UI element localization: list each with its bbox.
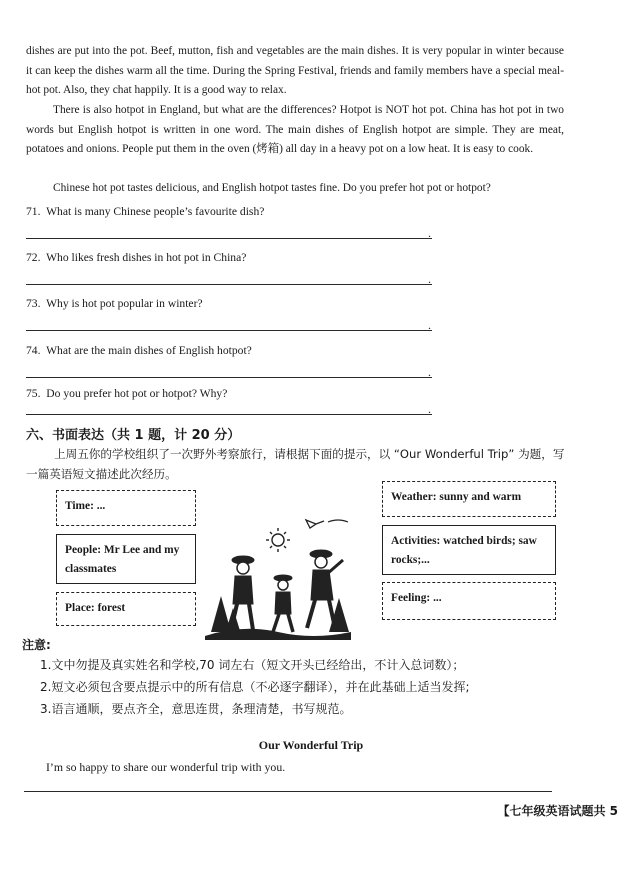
answer-end-dot: . — [428, 226, 431, 240]
notes-label: 注意: — [22, 638, 51, 652]
page-footer: 【七年级英语试题共 5 — [497, 804, 618, 818]
hint-box-people: People: Mr Lee and my classmates — [56, 534, 196, 584]
answer-end-dot: . — [428, 272, 431, 286]
hint-box-weather: Weather: sunny and warm — [382, 481, 556, 517]
answer-end-dot: . — [428, 402, 431, 416]
hiker-figures — [231, 550, 343, 632]
question-number: 73. — [26, 297, 41, 310]
question-72 — [26, 251, 246, 264]
answer-end-dot: . — [428, 365, 431, 379]
question-75 — [26, 387, 227, 400]
sun-icon — [266, 528, 290, 552]
essay-writing-line[interactable] — [24, 791, 552, 792]
question-text: Do you prefer hot pot or hotpot? Why? — [46, 387, 228, 400]
question-73 — [26, 297, 203, 310]
essay-opening: I’m so happy to share our wonderful trip with you. — [46, 760, 286, 774]
writing-prompt: 上周五你的学校组织了一次野外考察旅行，请根据下面的提示，以 “Our Wonderful Trip” 为题，写一篇英语短文描述此次经历。 — [26, 447, 565, 481]
essay-title: Our Wonderful Trip — [258, 738, 364, 752]
passage-paragraph-2: There is also hotpot in England, but what are the differences? Hotpot is NOT hot pot. China has hot pot in two words but English hotpot is written in one word. The main dishes of English hotpot are simple. They are meat, potatoes and onions. People put them in the oven (烤箱) all day in a heavy pot on a low heat. It is easy to cook. — [26, 104, 564, 156]
question-number: 71. — [26, 205, 41, 218]
passage-paragraph-1: dishes are put into the pot. Beef, mutton, fish and vegetables are the main dishes. It is very popular in winter because it can keep the dishes warm all the time. During the Spring Festival, friends and family members have a special meal-hot pot. Also, they chat happily. It is a good way to relax. — [26, 45, 564, 97]
question-text: What are the main dishes of English hotpot? — [46, 344, 252, 357]
hint-box-time: Time: ... — [56, 490, 196, 526]
question-text: Why is hot pot popular in winter? — [46, 297, 203, 310]
answer-end-dot: . — [428, 318, 431, 332]
question-text: What is many Chinese people’s favourite dish? — [46, 205, 265, 218]
answer-line-71[interactable] — [26, 238, 432, 239]
hint-box-activities: Activities: watched birds; saw rocks;... — [382, 525, 556, 575]
answer-line-72[interactable] — [26, 284, 432, 285]
hiking-illustration — [203, 512, 353, 640]
question-number: 72. — [26, 251, 41, 264]
answer-line-74[interactable] — [26, 377, 432, 378]
question-number: 74. — [26, 344, 41, 357]
note-item-3: 3.语言通顺，要点齐全，意思连贯，条理清楚，书写规范。 — [40, 702, 352, 716]
bird-icon — [306, 520, 324, 528]
note-item-2: 2.短文必须包含要点提示中的所有信息（不必逐字翻译），并在此基础上适当发挥; — [40, 680, 470, 694]
question-text: Who likes fresh dishes in hot pot in China? — [46, 251, 247, 264]
hint-box-feeling: Feeling: ... — [382, 582, 556, 620]
question-74 — [26, 344, 252, 357]
answer-line-75[interactable] — [26, 414, 432, 415]
note-item-1: 1.文中勿提及真实姓名和学校,70 词左右（短文开头已经给出，不计入总词数）； — [40, 658, 465, 672]
answer-line-73[interactable] — [26, 330, 432, 331]
section-heading: 六、书面表达（共 1 题，计 20 分） — [26, 428, 241, 443]
question-number: 75. — [26, 387, 41, 400]
hint-box-place: Place: forest — [56, 592, 196, 626]
passage-paragraph-3: Chinese hot pot tastes delicious, and English hotpot tastes fine. Do you prefer hot pot or hotpot? — [53, 182, 491, 194]
question-71 — [26, 205, 264, 218]
